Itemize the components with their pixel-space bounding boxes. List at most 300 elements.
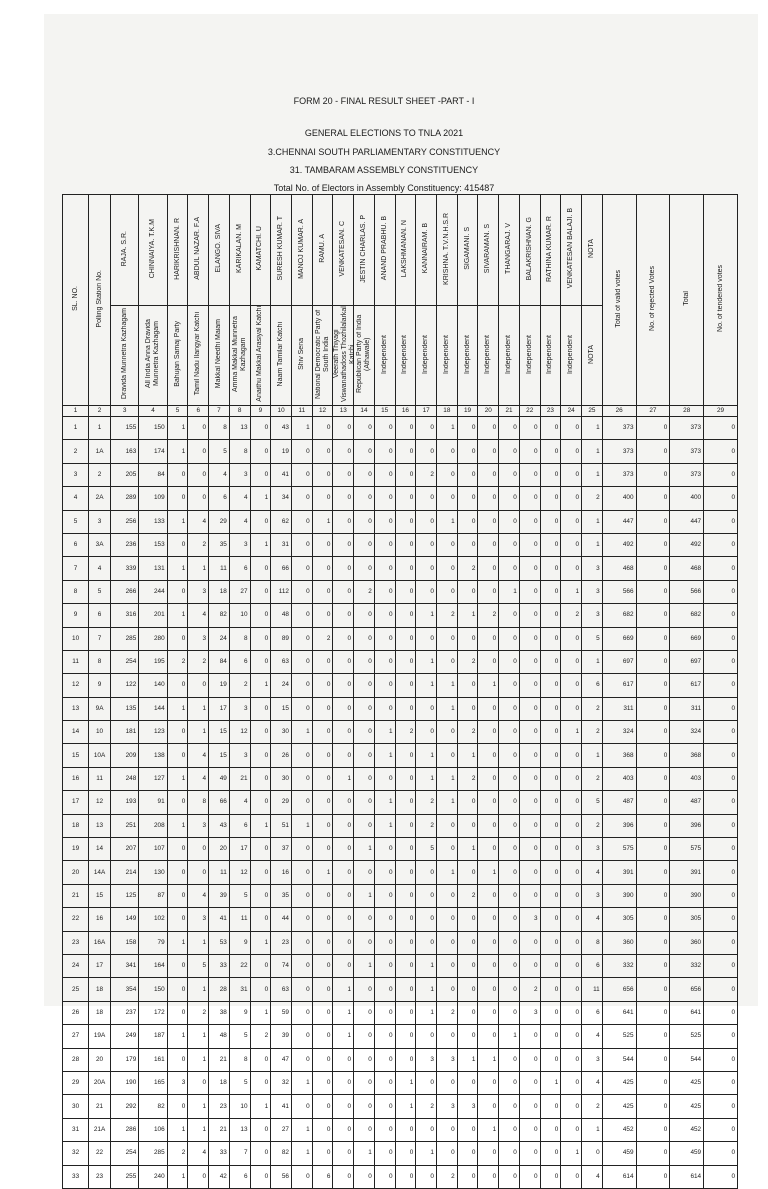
- vote-cell: 0: [478, 838, 499, 861]
- vote-cell: 1: [436, 767, 457, 790]
- candidate-name-header-label: RAMU. A: [318, 234, 326, 263]
- vote-cell: 4: [582, 908, 603, 931]
- vote-cell: 3: [229, 533, 250, 556]
- vote-cell: 174: [139, 440, 167, 463]
- vote-cell: 0: [436, 721, 457, 744]
- vote-cell: 1: [395, 1095, 416, 1118]
- vote-cell: 8: [229, 627, 250, 650]
- vote-cell: 0: [250, 440, 271, 463]
- vote-cell: 248: [110, 767, 138, 790]
- vote-cell: 0: [354, 697, 375, 720]
- vote-cell: 0: [540, 1095, 561, 1118]
- vote-cell: 0: [561, 814, 582, 837]
- column-index: 1: [63, 406, 89, 417]
- vote-cell: 0: [354, 417, 375, 440]
- rejected-votes-header: [636, 195, 670, 406]
- vote-cell: 459: [602, 1142, 636, 1165]
- party-header-label: Anaithu Makkal Arasiyal Katchi: [256, 306, 264, 402]
- vote-cell: 0: [374, 674, 395, 697]
- vote-cell: 0: [519, 838, 540, 861]
- vote-cell: 0: [312, 440, 333, 463]
- vote-cell: 1: [167, 931, 188, 954]
- vote-cell: 0: [167, 838, 188, 861]
- vote-cell: 0: [167, 580, 188, 603]
- vote-cell: 492: [670, 533, 704, 556]
- vote-cell: 0: [374, 1025, 395, 1048]
- vote-cell: 0: [540, 463, 561, 486]
- vote-cell: 1: [478, 674, 499, 697]
- vote-cell: 0: [395, 580, 416, 603]
- candidate-name-header: [540, 195, 561, 306]
- table-row: [63, 954, 738, 977]
- sl-no-cell: 21: [63, 884, 89, 907]
- vote-cell: 0: [291, 861, 312, 884]
- vote-cell: 0: [561, 954, 582, 977]
- vote-cell: 0: [499, 978, 520, 1001]
- polling-station-cell: 3A: [89, 533, 111, 556]
- vote-cell: 4: [188, 510, 209, 533]
- vote-cell: 106: [139, 1118, 167, 1141]
- vote-cell: 0: [374, 533, 395, 556]
- column-index: 13: [333, 406, 354, 417]
- vote-cell: 0: [333, 1118, 354, 1141]
- vote-cell: 0: [312, 557, 333, 580]
- vote-cell: 391: [670, 861, 704, 884]
- vote-cell: 0: [478, 1095, 499, 1118]
- vote-cell: 1: [354, 1142, 375, 1165]
- candidate-name-header: [110, 195, 138, 306]
- vote-cell: 0: [250, 1048, 271, 1071]
- sl-no-cell: 22: [63, 908, 89, 931]
- vote-cell: 0: [312, 721, 333, 744]
- vote-cell: 0: [250, 744, 271, 767]
- vote-cell: 2: [582, 721, 603, 744]
- vote-cell: 0: [188, 838, 209, 861]
- vote-cell: 544: [602, 1048, 636, 1071]
- vote-cell: 1: [354, 954, 375, 977]
- vote-cell: 33: [209, 954, 230, 977]
- vote-cell: 1: [561, 721, 582, 744]
- vote-cell: 0: [416, 697, 437, 720]
- vote-cell: 0: [478, 814, 499, 837]
- party-header: [416, 306, 437, 406]
- vote-cell: 0: [704, 533, 738, 556]
- table-row: [63, 487, 738, 510]
- vote-cell: 240: [139, 1165, 167, 1188]
- vote-cell: 0: [188, 1165, 209, 1188]
- column-index: 29: [704, 406, 738, 417]
- vote-cell: 0: [540, 838, 561, 861]
- polling-station-cell: 11: [89, 767, 111, 790]
- vote-cell: 201: [139, 604, 167, 627]
- sl-no-cell: 11: [63, 650, 89, 673]
- polling-station-cell: 13: [89, 814, 111, 837]
- vote-cell: 23: [271, 931, 292, 954]
- vote-cell: 1: [374, 721, 395, 744]
- vote-cell: 0: [478, 1142, 499, 1165]
- vote-cell: 1: [436, 417, 457, 440]
- rejected-votes-header-label: No. of rejected Votes: [648, 266, 656, 331]
- vote-cell: 0: [457, 1071, 478, 1094]
- vote-cell: 1: [167, 697, 188, 720]
- vote-cell: 0: [519, 604, 540, 627]
- column-index: 24: [561, 406, 582, 417]
- candidate-name-header-label: CHINNAIYA. T.K.M: [148, 218, 156, 279]
- polling-station-cell: 6: [89, 604, 111, 627]
- total-electors: Total No. of Electors in Assembly Constituency: 415487: [273, 183, 495, 193]
- vote-cell: 62: [271, 510, 292, 533]
- vote-cell: 0: [561, 884, 582, 907]
- vote-cell: 4: [582, 1165, 603, 1188]
- vote-cell: 30: [271, 767, 292, 790]
- vote-cell: 1: [416, 954, 437, 977]
- vote-cell: 0: [312, 604, 333, 627]
- vote-cell: 0: [374, 1071, 395, 1094]
- vote-cell: 0: [704, 838, 738, 861]
- party-header-label: Independent: [484, 334, 492, 374]
- vote-cell: 6: [229, 650, 250, 673]
- vote-cell: 0: [374, 417, 395, 440]
- vote-cell: 0: [354, 931, 375, 954]
- vote-cell: 39: [209, 884, 230, 907]
- polling-station-cell: 8: [89, 650, 111, 673]
- vote-cell: 400: [670, 487, 704, 510]
- candidate-name-header: [395, 195, 416, 306]
- table-row: [63, 650, 738, 673]
- vote-cell: 0: [354, 978, 375, 1001]
- vote-cell: 0: [561, 674, 582, 697]
- vote-cell: 1: [436, 791, 457, 814]
- vote-cell: 0: [395, 1118, 416, 1141]
- vote-cell: 0: [499, 1001, 520, 1024]
- vote-cell: 0: [704, 931, 738, 954]
- vote-cell: 4: [582, 1025, 603, 1048]
- vote-cell: 0: [499, 650, 520, 673]
- vote-cell: 0: [499, 744, 520, 767]
- vote-cell: 0: [291, 440, 312, 463]
- total-valid-header-label: Total of valid votes: [615, 269, 623, 328]
- vote-cell: 0: [395, 674, 416, 697]
- vote-cell: 0: [478, 978, 499, 1001]
- vote-cell: 354: [110, 978, 138, 1001]
- vote-cell: 305: [670, 908, 704, 931]
- vote-cell: 452: [670, 1118, 704, 1141]
- vote-cell: 34: [271, 487, 292, 510]
- vote-cell: 3: [582, 604, 603, 627]
- vote-cell: 0: [478, 627, 499, 650]
- vote-cell: 0: [561, 744, 582, 767]
- vote-cell: 0: [250, 954, 271, 977]
- vote-cell: 0: [636, 814, 670, 837]
- vote-cell: 0: [457, 1001, 478, 1024]
- vote-cell: 0: [333, 463, 354, 486]
- vote-cell: 0: [374, 1118, 395, 1141]
- sl-no-cell: 1: [63, 417, 89, 440]
- vote-cell: 122: [110, 674, 138, 697]
- vote-cell: 0: [291, 604, 312, 627]
- vote-cell: 0: [250, 1118, 271, 1141]
- vote-cell: 0: [519, 674, 540, 697]
- vote-cell: 0: [416, 440, 437, 463]
- vote-cell: 0: [188, 674, 209, 697]
- vote-cell: 0: [416, 487, 437, 510]
- vote-cell: 4: [188, 604, 209, 627]
- vote-cell: 0: [333, 908, 354, 931]
- vote-cell: 447: [670, 510, 704, 533]
- vote-cell: 0: [395, 627, 416, 650]
- vote-cell: 0: [416, 908, 437, 931]
- sl-no-cell: 29: [63, 1071, 89, 1094]
- vote-cell: 1: [457, 1048, 478, 1071]
- vote-cell: 17: [229, 838, 250, 861]
- vote-cell: 0: [167, 884, 188, 907]
- vote-cell: 311: [670, 697, 704, 720]
- vote-cell: 2: [457, 767, 478, 790]
- vote-cell: 0: [636, 1048, 670, 1071]
- vote-cell: 0: [354, 463, 375, 486]
- vote-cell: 0: [312, 1025, 333, 1048]
- form-title: FORM 20 - FINAL RESULT SHEET -PART - I: [293, 96, 475, 106]
- vote-cell: 0: [333, 1142, 354, 1165]
- vote-cell: 0: [561, 1048, 582, 1071]
- vote-cell: 18: [209, 1071, 230, 1094]
- vote-cell: 1: [333, 767, 354, 790]
- vote-cell: 0: [250, 721, 271, 744]
- vote-cell: 0: [354, 627, 375, 650]
- vote-cell: 1: [436, 674, 457, 697]
- vote-cell: 0: [540, 697, 561, 720]
- vote-cell: 0: [636, 604, 670, 627]
- vote-cell: 0: [704, 954, 738, 977]
- vote-cell: 0: [188, 463, 209, 486]
- sl-no-header-label: SL. NO.: [71, 286, 79, 311]
- polling-station-cell: 7: [89, 627, 111, 650]
- vote-cell: 0: [395, 767, 416, 790]
- vote-cell: 1: [291, 721, 312, 744]
- vote-cell: 0: [312, 674, 333, 697]
- vote-cell: 0: [636, 1165, 670, 1188]
- vote-cell: 44: [271, 908, 292, 931]
- vote-cell: 2: [416, 791, 437, 814]
- vote-cell: 0: [374, 697, 395, 720]
- vote-cell: 0: [312, 1001, 333, 1024]
- vote-cell: 0: [395, 1001, 416, 1024]
- candidate-name-header: [229, 195, 250, 306]
- vote-cell: 43: [271, 417, 292, 440]
- vote-cell: 49: [209, 767, 230, 790]
- vote-cell: 63: [271, 650, 292, 673]
- candidate-name-header: [291, 195, 312, 306]
- vote-cell: 0: [333, 487, 354, 510]
- vote-cell: 35: [209, 533, 230, 556]
- vote-cell: 0: [250, 417, 271, 440]
- party-header: [540, 306, 561, 406]
- vote-cell: 0: [499, 674, 520, 697]
- polling-station-cell: 16: [89, 908, 111, 931]
- vote-cell: 0: [636, 417, 670, 440]
- vote-cell: 127: [139, 767, 167, 790]
- vote-cell: 17: [209, 697, 230, 720]
- vote-cell: 1: [188, 1118, 209, 1141]
- party-header-label: Independent: [422, 334, 430, 374]
- vote-cell: 0: [416, 721, 437, 744]
- vote-cell: 0: [561, 978, 582, 1001]
- vote-cell: 0: [704, 510, 738, 533]
- vote-cell: 0: [374, 908, 395, 931]
- vote-cell: 0: [250, 557, 271, 580]
- vote-cell: 0: [291, 463, 312, 486]
- vote-cell: 1: [457, 838, 478, 861]
- vote-cell: 2: [354, 580, 375, 603]
- vote-cell: 0: [519, 650, 540, 673]
- vote-cell: 0: [395, 440, 416, 463]
- table-row: [63, 463, 738, 486]
- vote-cell: 3: [167, 1071, 188, 1094]
- vote-cell: 0: [704, 487, 738, 510]
- vote-cell: 1: [582, 533, 603, 556]
- vote-cell: 0: [167, 744, 188, 767]
- vote-cell: 0: [499, 1165, 520, 1188]
- table-row: [63, 440, 738, 463]
- vote-cell: 0: [333, 931, 354, 954]
- vote-cell: 0: [457, 417, 478, 440]
- vote-cell: 3: [188, 814, 209, 837]
- vote-cell: 0: [354, 1118, 375, 1141]
- vote-cell: 0: [704, 744, 738, 767]
- vote-cell: 0: [312, 744, 333, 767]
- sl-no-header: [63, 195, 89, 406]
- vote-cell: 0: [354, 861, 375, 884]
- vote-cell: 0: [704, 791, 738, 814]
- vote-cell: 4: [229, 791, 250, 814]
- vote-cell: 0: [478, 697, 499, 720]
- vote-cell: 0: [374, 580, 395, 603]
- vote-cell: 0: [395, 1165, 416, 1188]
- sl-no-cell: 5: [63, 510, 89, 533]
- vote-cell: 0: [561, 838, 582, 861]
- vote-cell: 0: [374, 978, 395, 1001]
- vote-cell: 0: [374, 954, 395, 977]
- party-header-label: Naam Tamilar Katchi: [277, 321, 285, 387]
- vote-cell: 2: [416, 1095, 437, 1118]
- column-index: 14: [354, 406, 375, 417]
- vote-cell: 1: [457, 604, 478, 627]
- vote-cell: 0: [499, 767, 520, 790]
- candidate-name-header: [139, 195, 167, 306]
- vote-cell: 2: [395, 721, 416, 744]
- vote-cell: 0: [333, 791, 354, 814]
- party-header: [333, 306, 357, 406]
- vote-cell: 0: [436, 1142, 457, 1165]
- vote-cell: 0: [312, 791, 333, 814]
- vote-cell: 373: [602, 417, 636, 440]
- vote-cell: 0: [436, 627, 457, 650]
- vote-cell: 0: [561, 533, 582, 556]
- vote-cell: 0: [478, 510, 499, 533]
- vote-cell: 285: [110, 627, 138, 650]
- vote-cell: 2: [312, 627, 333, 650]
- vote-cell: 368: [602, 744, 636, 767]
- vote-cell: 18: [209, 580, 230, 603]
- vote-cell: 0: [540, 650, 561, 673]
- candidate-name-header: [499, 195, 520, 306]
- vote-cell: 1: [250, 1095, 271, 1118]
- vote-cell: 125: [110, 884, 138, 907]
- candidate-name-header-label: SIGAMANI. S: [463, 227, 471, 270]
- vote-cell: 0: [167, 1048, 188, 1071]
- vote-cell: 0: [540, 721, 561, 744]
- vote-cell: 0: [188, 440, 209, 463]
- vote-cell: 3: [519, 908, 540, 931]
- vote-cell: 2: [561, 604, 582, 627]
- vote-cell: 0: [395, 533, 416, 556]
- party-header-label: Dravida Munnetra Kazhagam: [120, 308, 128, 400]
- vote-cell: 0: [582, 1142, 603, 1165]
- vote-cell: 0: [457, 908, 478, 931]
- vote-cell: 1: [188, 557, 209, 580]
- vote-cell: 0: [499, 1095, 520, 1118]
- column-index: 12: [312, 406, 333, 417]
- vote-cell: 0: [374, 510, 395, 533]
- vote-cell: 614: [602, 1165, 636, 1188]
- vote-cell: 1: [250, 1001, 271, 1024]
- vote-cell: 286: [110, 1118, 138, 1141]
- vote-cell: 15: [209, 721, 230, 744]
- vote-cell: 2: [250, 1025, 271, 1048]
- vote-cell: 0: [395, 791, 416, 814]
- vote-cell: 0: [395, 463, 416, 486]
- vote-cell: 468: [670, 557, 704, 580]
- polling-station-cell: 15: [89, 884, 111, 907]
- vote-cell: 0: [333, 557, 354, 580]
- vote-cell: 2: [457, 721, 478, 744]
- vote-cell: 0: [636, 978, 670, 1001]
- table-row: [63, 1025, 738, 1048]
- candidate-name-header-label: KARIKALAN. M: [235, 223, 243, 273]
- vote-cell: 0: [188, 417, 209, 440]
- vote-cell: 0: [354, 1025, 375, 1048]
- vote-cell: 280: [139, 627, 167, 650]
- vote-cell: 0: [636, 440, 670, 463]
- vote-cell: 452: [602, 1118, 636, 1141]
- vote-cell: 0: [291, 627, 312, 650]
- vote-cell: 3: [582, 838, 603, 861]
- vote-cell: 1: [354, 884, 375, 907]
- vote-cell: 5: [229, 884, 250, 907]
- vote-cell: 0: [436, 908, 457, 931]
- vote-cell: 0: [540, 744, 561, 767]
- vote-cell: 19: [209, 674, 230, 697]
- polling-station-cell: 9A: [89, 697, 111, 720]
- vote-cell: 6: [229, 814, 250, 837]
- vote-cell: 0: [636, 1118, 670, 1141]
- vote-cell: 0: [704, 580, 738, 603]
- vote-cell: 403: [670, 767, 704, 790]
- vote-cell: 1: [478, 861, 499, 884]
- vote-cell: 0: [416, 580, 437, 603]
- vote-cell: 468: [602, 557, 636, 580]
- vote-cell: 390: [670, 884, 704, 907]
- vote-cell: 0: [250, 697, 271, 720]
- party-header-label: All India Anna Dravida Munnetra Kazhagam: [144, 319, 160, 389]
- vote-cell: 0: [636, 533, 670, 556]
- vote-cell: 566: [670, 580, 704, 603]
- candidate-name-header-label: SIVARAMAN. S: [484, 223, 492, 274]
- vote-cell: 0: [636, 767, 670, 790]
- vote-cell: 0: [312, 650, 333, 673]
- vote-cell: 149: [110, 908, 138, 931]
- vote-cell: 11: [582, 978, 603, 1001]
